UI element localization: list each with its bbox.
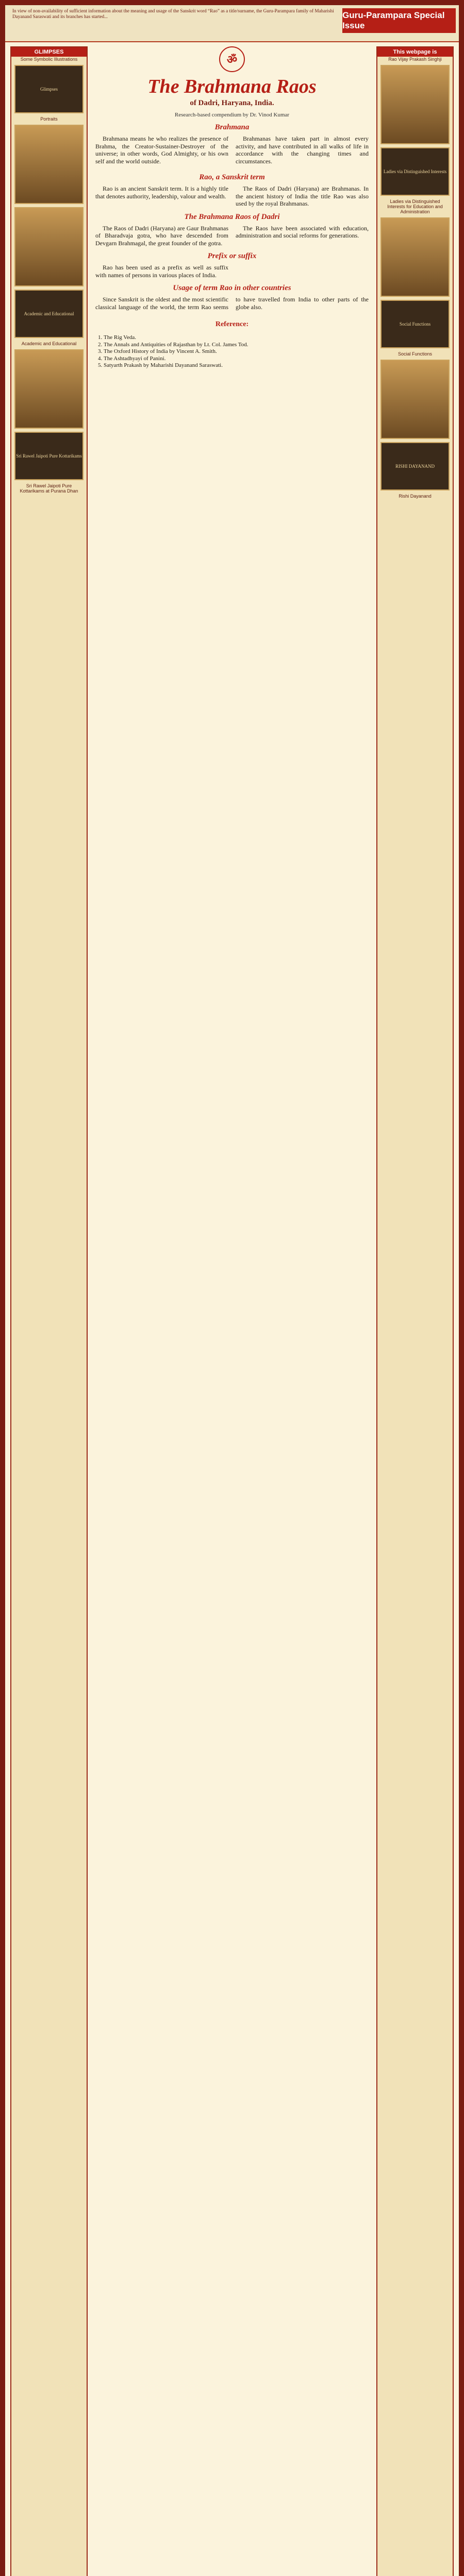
section-heading-brahmana: Brahmana [214,123,250,131]
paragraph: The Raos of Dadri (Haryana) are Brahmanas. In the ancient history of India the title Rao was also used by the royal Brahmanas. [236,185,369,207]
left-sidebar-subtitle: Some Symbolic Illustrations [20,57,78,62]
section-body-other-countries [95,296,369,312]
article-subtitle: of Dadri, Haryana, India. [190,99,274,107]
reference-item: 1. The Rig Veda. [104,334,369,342]
right-sidebar-title: This webpage is [377,47,453,57]
paragraph: Brahmanas have taken part in almost every activity, and have contributed in all walks of life in accordance with the changing times and circumstances. [236,135,369,165]
left-sidebar-title: GLIMPSES [11,47,87,57]
section-body-brahmana [95,135,369,168]
left-sidebar [10,46,88,2576]
reference-item: 4. The Ashtadhyayi of Panini. [104,355,369,363]
top-strip [5,5,459,42]
article-byline: Research-based compendium by Dr. Vinod Kumar [174,112,290,118]
right-portrait-1 [380,65,450,144]
paragraph: The Raos of Dadri (Haryana) are Gaur Brahmanas of Bharadvaja gotra, who have descended from Devgarn Brahmagal, the great founder of the gotra. [95,224,228,247]
left-item-3-label: Sri Rawel Jaipoti Pure Kottarikams [16,453,82,459]
om-crest-icon: ॐ [219,46,245,72]
right-item-2-caption: Social Functions [397,351,433,357]
article-title: The Brahmana Raos [147,76,317,97]
right-portrait-2 [380,217,450,297]
section-body-rao [95,185,369,208]
reference-item: 2. The Annals and Antiquities of Rajasthan by Lt. Col. James Tod. [104,342,369,349]
main-article [95,46,369,2576]
section-body-raos-of-dadri [95,225,369,247]
right-item-3 [380,442,450,490]
paragraph: The Raos have been associated with education, administration and social reforms for generations. [236,224,369,239]
left-item-1 [14,65,84,113]
paragraph: Brahmana means he who realizes the presence of Brahma, the Creator-Sustainer-Destroyer of the universe; in other words, God Almighty, or his own self and the world outside. [95,135,228,165]
right-item-3-label: RISHI DAYANAND [395,464,435,469]
right-item-1-label: Ladies via Distinguished Interests [383,169,447,174]
left-item-3-caption: Sri Rawel Jaipoti Pure Kottarikams at Purana Dhan [20,483,78,494]
right-item-1-caption: Ladies via Distinguished Interests for Education and Administration [387,199,443,214]
left-portrait-3 [14,349,84,429]
section-heading-raos-of-dadri: The Brahmana Raos of Dadri [184,212,280,221]
left-item-2-caption: Academic and Educational [21,341,77,346]
left-portrait-2 [14,207,84,286]
right-portrait-3 [380,360,450,439]
left-item-2 [14,290,84,338]
references-title: Reference: [215,320,249,328]
reference-item: 5. Satyarth Prakash by Maharishi Dayanand Saraswati. [104,362,369,369]
right-item-1 [380,147,450,196]
left-item-3 [14,432,84,480]
left-item-1-caption: Portraits [40,116,58,122]
left-item-1-label: Glimpses [40,87,58,92]
section-heading-rao: Rao, a Sanskrit term [199,173,265,181]
right-item-3-caption: Rishi Dayanand [399,494,432,499]
section-heading-prefix-suffix: Prefix or suffix [207,252,257,260]
references-list [95,334,369,369]
left-portrait-1 [14,125,84,204]
section-heading-other-countries: Usage of term Rao in other countries [173,284,291,292]
special-issue-badge: Guru-Parampara Special Issue [342,8,456,33]
paragraph: Rao has been used as a prefix as well as suffix with names of persons in various places of India. [95,264,228,279]
right-sidebar-subtitle: Rao Vijay Prakash Singhji [388,57,442,62]
intro-text: In view of non-availability of sufficient information about the meaning and usage of the Sanskrit word “Rao” as a title/surname, the Guru-Parampara family of Maharishi Dayanand Saraswati and its branches has started... [12,8,334,19]
paragraph: Since Sanskrit is the oldest and the most scientific classical language of the world, the term Rao seems to have travelled from India to other parts of the globe also. [95,296,369,311]
paragraph: Rao is an ancient Sanskrit term. It is a highly title that denotes authority, leadership, valour and wealth. [95,185,228,200]
right-sidebar [376,46,454,2576]
left-item-2-label: Academic and Educational [24,311,74,316]
right-item-2-label: Social Functions [399,321,431,327]
right-item-2 [380,300,450,348]
section-body-prefix-suffix [95,264,369,279]
reference-item: 3. The Oxford History of India by Vincent A. Smith. [104,348,369,355]
